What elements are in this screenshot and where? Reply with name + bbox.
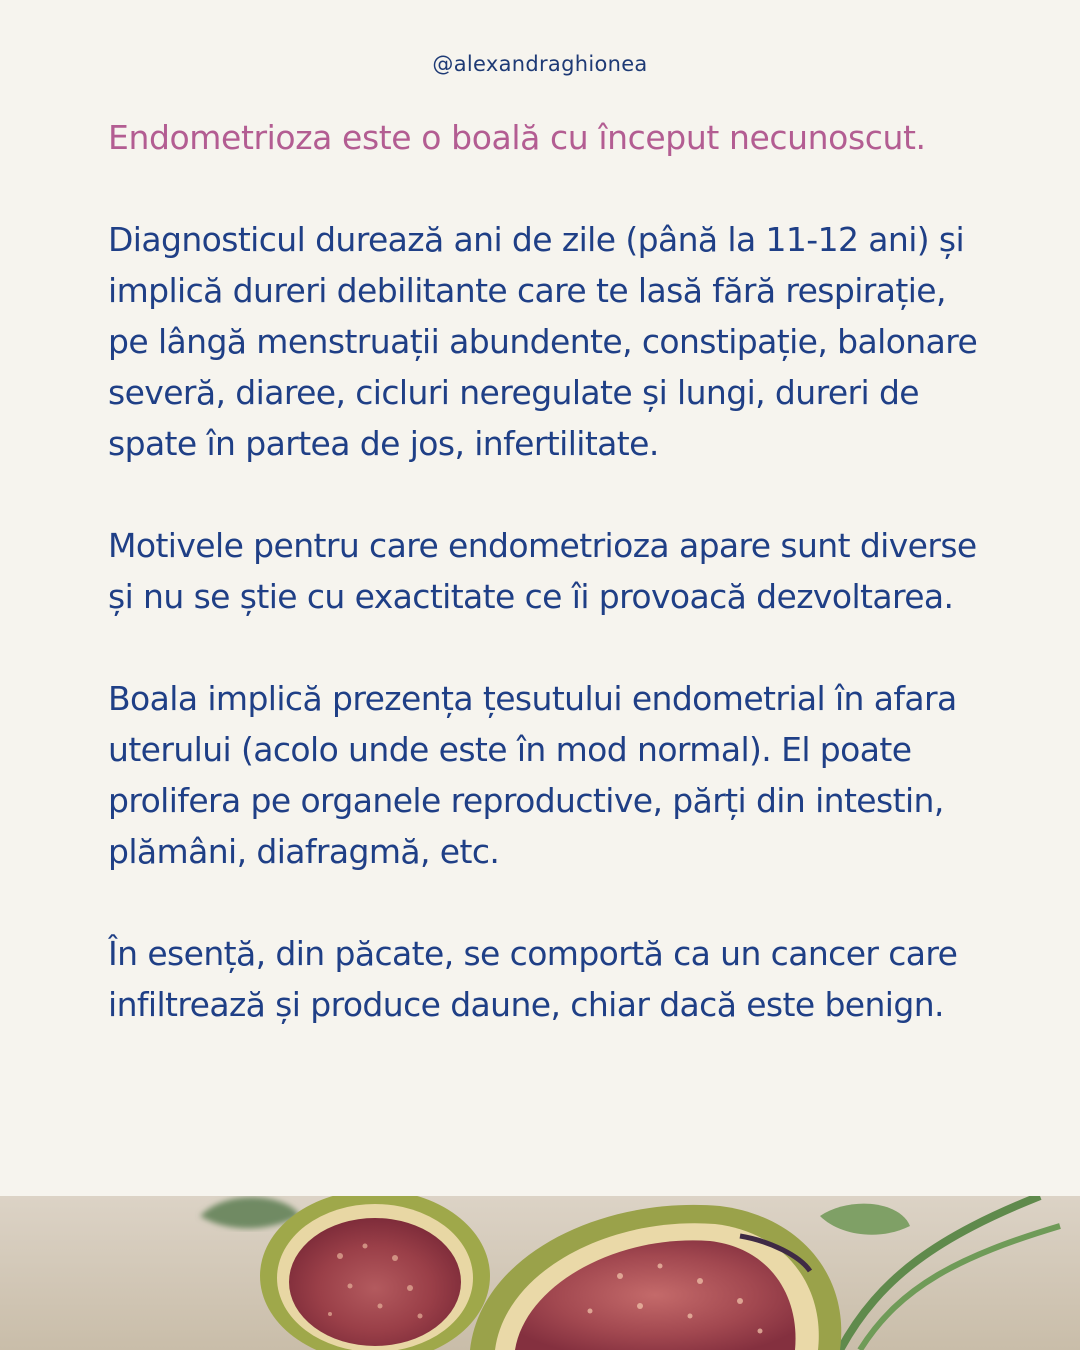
author-handle: @alexandraghionea	[432, 52, 648, 76]
paragraph-diagnosis: Diagnosticul durează ani de zile (până la 11-12 ani) și implică dureri debilitante care te lasă fără respirație, pe lângă menstruații abundente, constipație, balonare severă, diaree, cicluri neregulate și lungi, dureri de spate în partea de jos, infertilitate.	[108, 220, 978, 463]
paragraph-causes: Motivele pentru care endometrioza apare sunt diverse și nu se știe cu exactitate ce îi provoacă dezvoltarea.	[108, 526, 977, 616]
figs-photo	[0, 1196, 1080, 1350]
paragraph-essence: În esență, din păcate, se comportă ca un cancer care infiltrează și produce daune, chiar dacă este benign.	[108, 934, 958, 1024]
post-text	[108, 112, 988, 1030]
paragraph-tissue: Boala implică prezența țesutului endometrial în afara uterului (acolo unde este în mod normal). El poate prolifera pe organele reproductive, părți din intestin, plămâni, diafragmă, etc.	[108, 679, 957, 871]
post-heading: Endometrioza este o boală cu început necunoscut.	[108, 118, 926, 157]
